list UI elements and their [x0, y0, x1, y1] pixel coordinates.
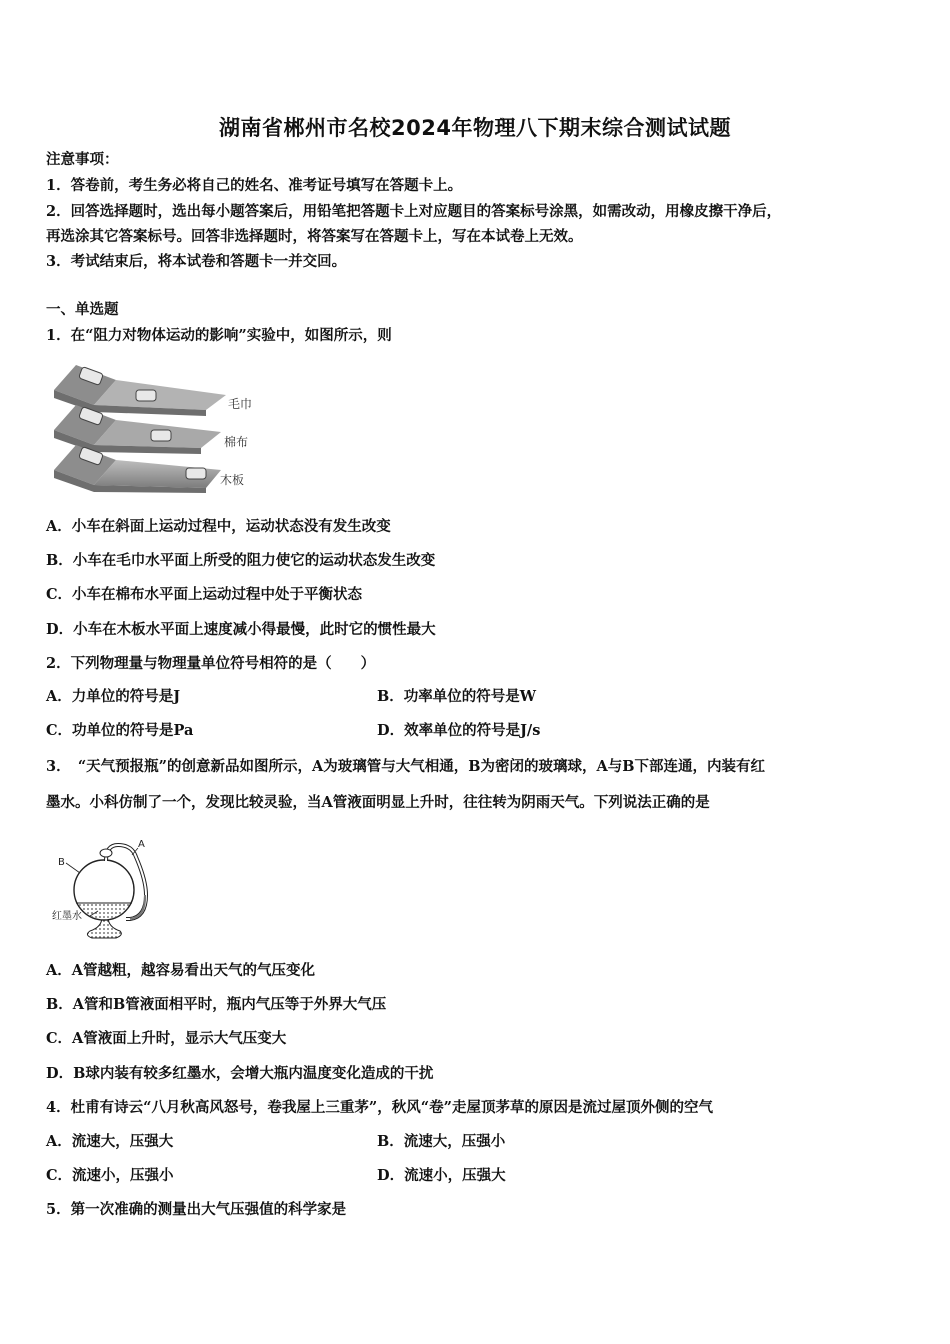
q4-option-d: D．流速小，压强大 [377, 1167, 506, 1184]
notice-item: 2．回答选择题时，选出每小题答案后，用铅笔把答题卡上对应题目的答案标号涂黑，如需改动，用橡皮擦干净后， [46, 203, 782, 220]
q3-option-c: C．A管液面上升时，显示大气压变大 [46, 1030, 287, 1047]
label-cotton: 棉布 [224, 435, 249, 449]
section-heading: 一、单选题 [46, 301, 119, 318]
label-towel: 毛巾 [228, 397, 253, 411]
notice-item: 1．答卷前，考生务必将自己的姓名、准考证号填写在答题卡上。 [46, 177, 463, 194]
q1-option-a: A．小车在斜面上运动过程中，运动状态没有发生改变 [46, 518, 391, 535]
q1-option-c: C．小车在棉布水平面上运动过程中处于平衡状态 [46, 586, 363, 603]
q4-option-a: A．流速大，压强大 [46, 1133, 174, 1150]
question-2-stem: 2．下列物理量与物理量单位符号相符的是（ ） [46, 655, 376, 672]
label-red-ink: 红墨水 [52, 911, 82, 922]
q3-option-b: B．A管和B管液面相平时，瓶内气压等于外界大气压 [46, 996, 387, 1013]
notice-heading: 注意事项： [46, 151, 119, 168]
q4-option-c: C．流速小，压强小 [46, 1167, 174, 1184]
notice-item: 3．考试结束后，将本试卷和答题卡一并交回。 [46, 253, 347, 270]
q4-option-b: B．流速大，压强小 [377, 1133, 506, 1150]
q2-option-d: D．效率单位的符号是J/s [377, 722, 541, 739]
question-3-stem-line2: 墨水。小科仿制了一个，发现比较灵验，当A管液面明显上升时，往往转为阴雨天气。下列说法正确的是 [46, 794, 710, 811]
q2-option-c: C．功单位的符号是Pa [46, 722, 194, 739]
weather-bottle-figure [46, 835, 166, 945]
question-4-stem: 4．杜甫有诗云“八月秋高风怒号，卷我屋上三重茅”，秋风“卷”走屋顶茅草的原因是流过屋顶外侧的空气 [46, 1099, 713, 1116]
label-b: B [58, 857, 65, 868]
question-3-stem-line1: 3． “天气预报瓶”的创意新品如图所示，A为玻璃管与大气相通，B为密闭的玻璃球，A与B下部连通，内装有红 [46, 758, 766, 775]
q1-option-d: D．小车在木板水平面上速度减小得最慢，此时它的惯性最大 [46, 621, 436, 638]
question-1-stem: 1．在“阻力对物体运动的影响”实验中，如图所示，则 [46, 327, 392, 344]
q2-option-b: B．功率单位的符号是W [377, 688, 537, 705]
q3-option-d: D．B球内装有较多红墨水，会增大瓶内温度变化造成的干扰 [46, 1065, 434, 1082]
q1-option-b: B．小车在毛巾水平面上所受的阻力使它的运动状态发生改变 [46, 552, 436, 569]
question-5-stem: 5．第一次准确的测量出大气压强值的科学家是 [46, 1201, 347, 1218]
label-board: 木板 [220, 473, 245, 487]
q3-option-a: A．A管越粗，越容易看出天气的气压变化 [46, 962, 315, 979]
exam-title: 湖南省郴州市名校2024年物理八下期末综合测试试题 [219, 116, 731, 140]
q2-option-a: A．力单位的符号是J [46, 688, 181, 705]
notice-item: 再选涂其它答案标号。回答非选择题时，将答案写在答题卡上，写在本试卷上无效。 [46, 228, 583, 245]
label-a: A [138, 839, 145, 850]
friction-experiment-figure [46, 360, 266, 495]
